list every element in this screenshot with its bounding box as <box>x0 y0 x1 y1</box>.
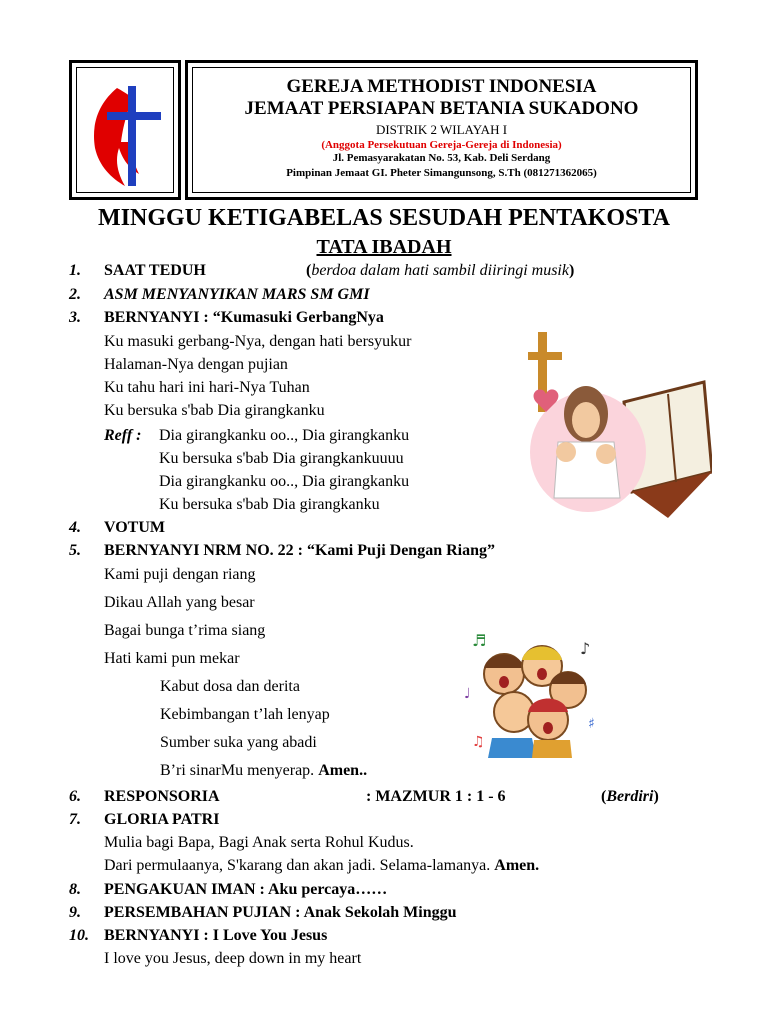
lyric-line: Ku masuki gerbang-Nya, dengan hati bersyukur <box>104 333 412 350</box>
item-reference: : MAZMUR 1 : 1 - 6 <box>366 788 506 805</box>
church-name: GEREJA METHODIST INDONESIA <box>286 76 597 97</box>
lyric-line: Dari permulaanya, S'karang dan akan jadi. Selama-lamanya. Amen. <box>104 857 540 874</box>
address: Jl. Pemasyarakatan No. 53, Kab. Deli Serdang <box>332 152 551 164</box>
item-note: (Berdiri) <box>601 788 659 805</box>
item-number: 6. <box>69 788 81 805</box>
item-title: PENGAKUAN IMAN : Aku percaya…… <box>104 881 388 898</box>
singing-children-icon <box>462 628 602 758</box>
lyric-line: Mulia bagi Bapa, Bagi Anak serta Rohul Kudus. <box>104 834 414 851</box>
pastor: Pimpinan Jemaat GI. Pheter Simangunsong, S.Th (081271362065) <box>286 167 597 179</box>
item-title: BERNYANYI NRM NO. 22 : “Kami Puji Dengan Riang” <box>104 542 495 559</box>
item-title: RESPONSORIA <box>104 788 220 805</box>
page-subtitle: TATA IBADAH <box>316 236 452 258</box>
svg-text:♯: ♯ <box>588 716 595 732</box>
lyric-line: Dikau Allah yang besar <box>104 594 255 611</box>
item-title: PERSEMBAHAN PUJIAN : Anak Sekolah Minggu <box>104 904 457 921</box>
page-title: MINGGU KETIGABELAS SESUDAH PENTAKOSTA <box>98 205 670 231</box>
item-number: 5. <box>69 542 81 559</box>
item-number: 1. <box>69 262 81 279</box>
lyric-line: Kabut dosa dan derita <box>160 678 300 695</box>
svg-text:♪: ♪ <box>580 639 591 658</box>
cross-and-flame-icon <box>77 68 179 198</box>
congregation-name: JEMAAT PERSIAPAN BETANIA SUKADONO <box>244 98 639 119</box>
lyric-line: Bagai bunga t’rima siang <box>104 622 266 639</box>
item-title: SAAT TEDUH <box>104 262 206 279</box>
item-number: 7. <box>69 811 81 828</box>
lyric-line: Kebimbangan t’lah lenyap <box>160 706 330 723</box>
item-number: 3. <box>69 309 81 326</box>
item-title: BERNYANYI : “Kumasuki GerbangNya <box>104 309 384 326</box>
lyric-line: Dia girangkanku oo.., Dia girangkanku <box>159 427 410 444</box>
svg-text:♫: ♫ <box>472 734 485 750</box>
lyric-line: B’ri sinarMu menyerap. Amen.. <box>160 762 368 779</box>
item-note: (berdoa dalam hati sambil diiringi musik) <box>306 262 575 279</box>
lyric-line: Halaman-Nya dengan pujian <box>104 356 288 373</box>
church-logo-frame <box>69 60 181 200</box>
item-number: 2. <box>69 286 81 303</box>
jesus-with-children-icon <box>528 322 712 518</box>
item-title: GLORIA PATRI <box>104 811 220 828</box>
lyric-line: Sumber suka yang abadi <box>160 734 317 751</box>
singing-children-illustration <box>462 628 602 758</box>
item-title: ASM MENYANYIKAN MARS SM GMI <box>104 286 370 303</box>
lyric-line: Kami puji dengan riang <box>104 566 256 583</box>
lyric-line: Dia girangkanku oo.., Dia girangkanku <box>159 473 410 490</box>
svg-text:♩: ♩ <box>464 686 471 702</box>
church-header <box>185 60 698 200</box>
jesus-bible-illustration <box>528 322 712 518</box>
district: DISTRIK 2 WILAYAH I <box>375 122 508 137</box>
item-title: BERNYANYI : I Love You Jesus <box>104 927 328 944</box>
lyric-line: Hati kami pun mekar <box>104 650 240 667</box>
item-title: VOTUM <box>104 519 166 536</box>
lyric-line: Ku tahu hari ini hari-Nya Tuhan <box>104 379 310 396</box>
lyric-line: Ku bersuka s'bab Dia girangkankuuuu <box>159 450 404 467</box>
reff-label: Reff : <box>104 427 142 444</box>
item-number: 10. <box>69 927 89 944</box>
item-number: 8. <box>69 881 81 898</box>
lyric-line: Ku bersuka s'bab Dia girangkanku <box>159 496 380 513</box>
membership-note: (Anggota Persekutuan Gereja-Gereja di Indonesia) <box>321 139 562 151</box>
item-number: 9. <box>69 904 81 921</box>
lyric-line: Ku bersuka s'bab Dia girangkanku <box>104 402 325 419</box>
lyric-line: I love you Jesus, deep down in my heart <box>104 950 362 967</box>
item-number: 4. <box>69 519 81 536</box>
svg-text:♬: ♬ <box>472 631 487 650</box>
